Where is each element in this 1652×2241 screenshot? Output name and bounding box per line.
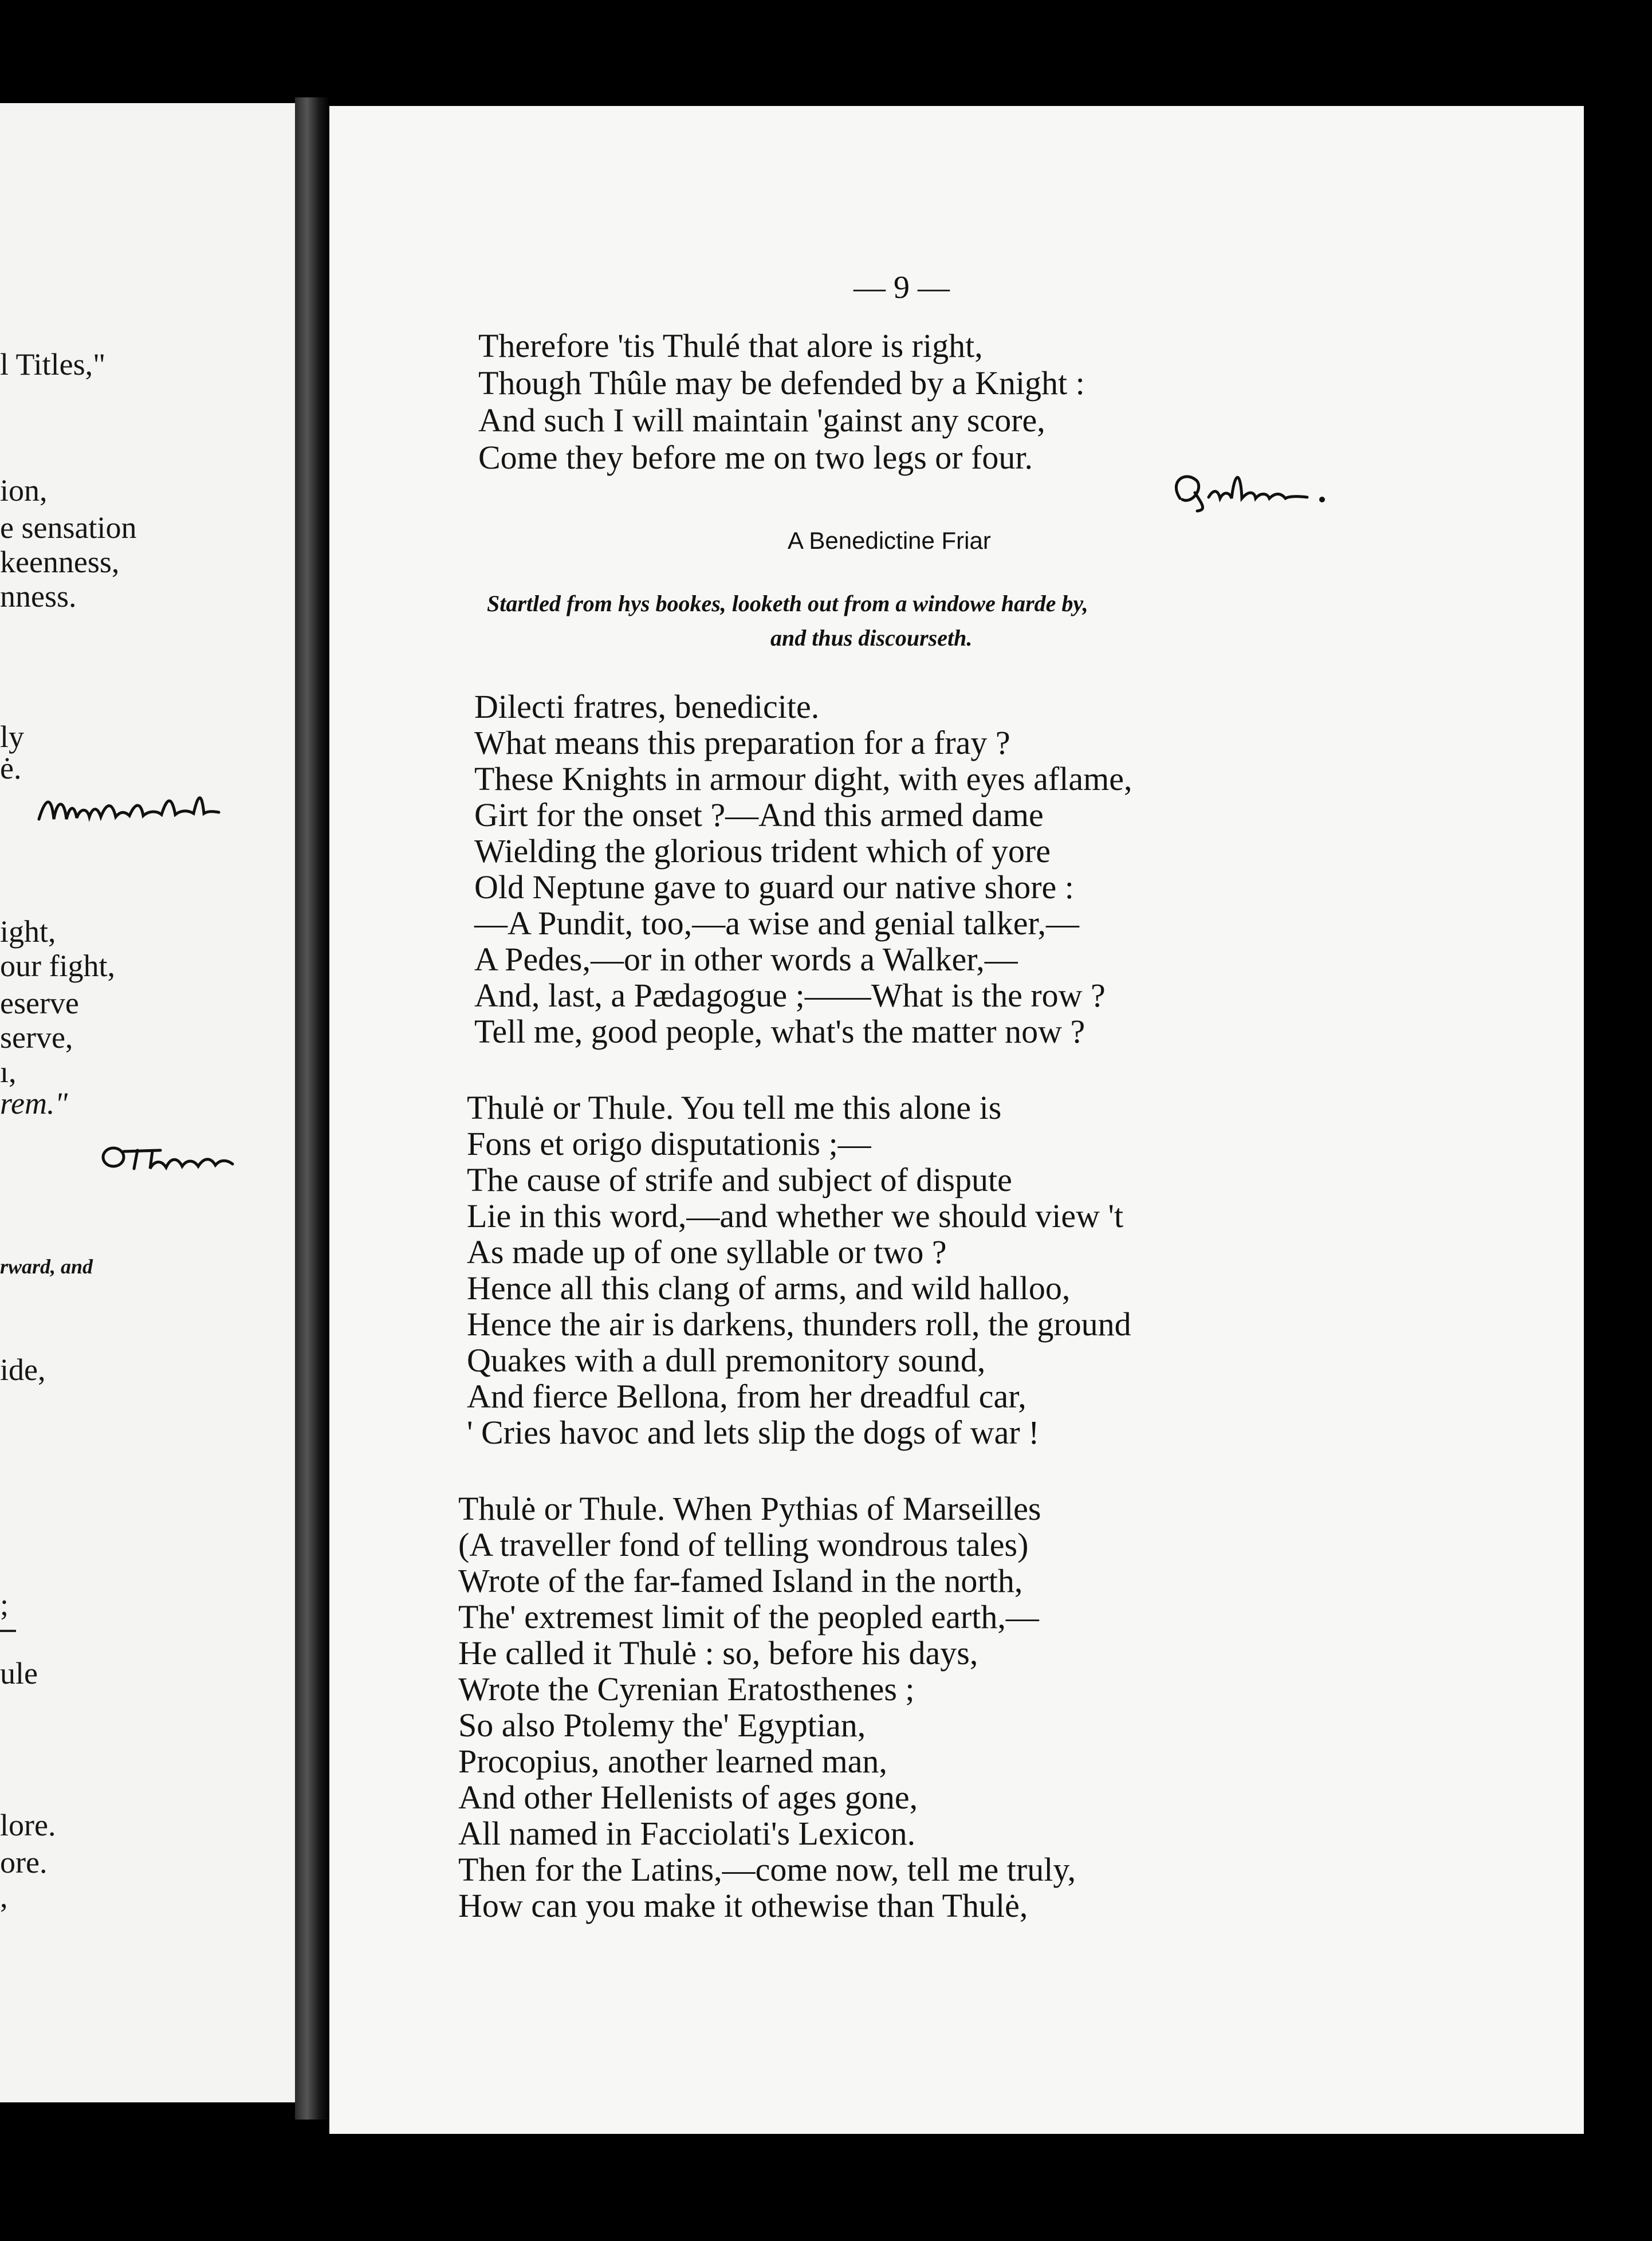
left-text-fragment: e sensation	[0, 510, 137, 545]
verse-line: Hence all this clang of arms, and wild halloo,	[467, 1269, 1071, 1307]
signature-quebec-image	[1163, 464, 1335, 527]
left-text-fragment: ė.	[0, 751, 22, 785]
left-text-fragment: ore.	[0, 1845, 48, 1880]
left-text-fragment: ight,	[0, 914, 56, 949]
left-text-fragment: ule	[0, 1656, 38, 1690]
verse-line: Fons et origo disputationis ;—	[467, 1125, 871, 1162]
left-text-fragment: l Titles,"	[0, 347, 106, 382]
left-text-fragment: keenness,	[0, 545, 120, 579]
left-text-fragment: nness.	[0, 579, 77, 614]
left-text-fragment: rward, and	[0, 1255, 93, 1278]
verse-line: ' Cries havoc and lets slip the dogs of war !	[467, 1414, 1040, 1451]
page-number: — 9 —	[853, 270, 950, 305]
verse-line: Hence the air is darkens, thunders roll, the ground	[467, 1306, 1131, 1343]
verse-line: All named in Facciolati's Lexicon.	[458, 1815, 916, 1852]
signature-ottawa-image	[97, 1134, 246, 1180]
verse-line: How can you make it othewise than Thulė,	[458, 1887, 1028, 1924]
verse-line: The' extremest limit of the peopled earth,—	[458, 1598, 1039, 1635]
verse-line: Old Neptune gave to guard our native shore :	[474, 868, 1074, 906]
verse-line: Thulė or Thule. When Pythias of Marseilles	[458, 1490, 1041, 1527]
verse-line: —A Pundit, too,—a wise and genial talker,—	[474, 905, 1080, 942]
verse-line: Therefore 'tis Thulé that alore is right,	[478, 327, 983, 364]
left-facing-page	[0, 103, 295, 2102]
left-text-fragment: rem."	[0, 1086, 68, 1120]
verse-line: Wrote of the far-famed Island in the north,	[458, 1562, 1023, 1599]
verse-line: And, last, a Pædagogue ;——What is the row ?	[474, 977, 1106, 1014]
verse-line: As made up of one syllable or two ?	[467, 1233, 947, 1271]
verse-line: And such I will maintain 'gainst any score,	[478, 402, 1045, 439]
left-text-fragment: eserve	[0, 986, 79, 1020]
verse-line: Lie in this word,—and whether we should view 't	[467, 1197, 1124, 1234]
dash-mark	[0, 1630, 16, 1632]
verse-line: Thulė or Thule. You tell me this alone is	[467, 1089, 1002, 1126]
left-text-fragment: ide,	[0, 1353, 46, 1387]
verse-line: Though Thûle may be defended by a Knight :	[478, 364, 1085, 402]
verse-line: Girt for the onset ?—And this armed dame	[474, 796, 1044, 834]
left-text-fragment: ,	[0, 1880, 8, 1914]
verse-line: And other Hellenists of ages gone,	[458, 1779, 918, 1816]
verse-line: These Knights in armour dight, with eyes aflame,	[474, 760, 1132, 797]
signature-montreal-image	[34, 785, 223, 842]
left-text-fragment: lore.	[0, 1808, 56, 1842]
book-gutter	[295, 97, 329, 2120]
left-text-fragment: ion,	[0, 473, 48, 508]
verse-line: Tell me, good people, what's the matter now ?	[474, 1013, 1085, 1050]
verse-line: Come they before me on two legs or four.	[478, 439, 1033, 476]
left-text-fragment: ;	[0, 1587, 9, 1622]
left-text-fragment: ı,	[0, 1055, 17, 1089]
left-text-fragment: ly	[0, 720, 25, 754]
verse-line: So also Ptolemy the' Egyptian,	[458, 1707, 866, 1744]
verse-line: Wrote the Cyrenian Eratosthenes ;	[458, 1670, 915, 1708]
verse-line: A Pedes,—or in other words a Walker,—	[474, 941, 1018, 978]
verse-line: Wielding the glorious trident which of yore	[474, 832, 1051, 870]
verse-line: The cause of strife and subject of dispute	[467, 1161, 1012, 1198]
verse-line: And fierce Bellona, from her dreadful car,	[467, 1378, 1026, 1415]
verse-line: Then for the Latins,—come now, tell me truly,	[458, 1851, 1076, 1888]
rubric-line: and thus discourseth.	[770, 625, 973, 651]
verse-line: Quakes with a dull premonitory sound,	[467, 1342, 986, 1379]
verse-line: Dilecti fratres, benedicite.	[474, 688, 820, 725]
verse-line: Procopius, another learned man,	[458, 1743, 887, 1780]
section-heading: A Benedictine Friar	[788, 527, 991, 554]
left-text-fragment: our fight,	[0, 949, 115, 983]
verse-line: What means this preparation for a fray ?	[474, 724, 1010, 761]
verse-line: (A traveller fond of telling wondrous tales)	[458, 1526, 1029, 1563]
rubric-line: Startled from hys bookes, looketh out from a windowe harde by,	[487, 591, 1088, 616]
left-text-fragment: serve,	[0, 1020, 73, 1055]
verse-line: He called it Thulė : so, before his days,	[458, 1634, 978, 1672]
